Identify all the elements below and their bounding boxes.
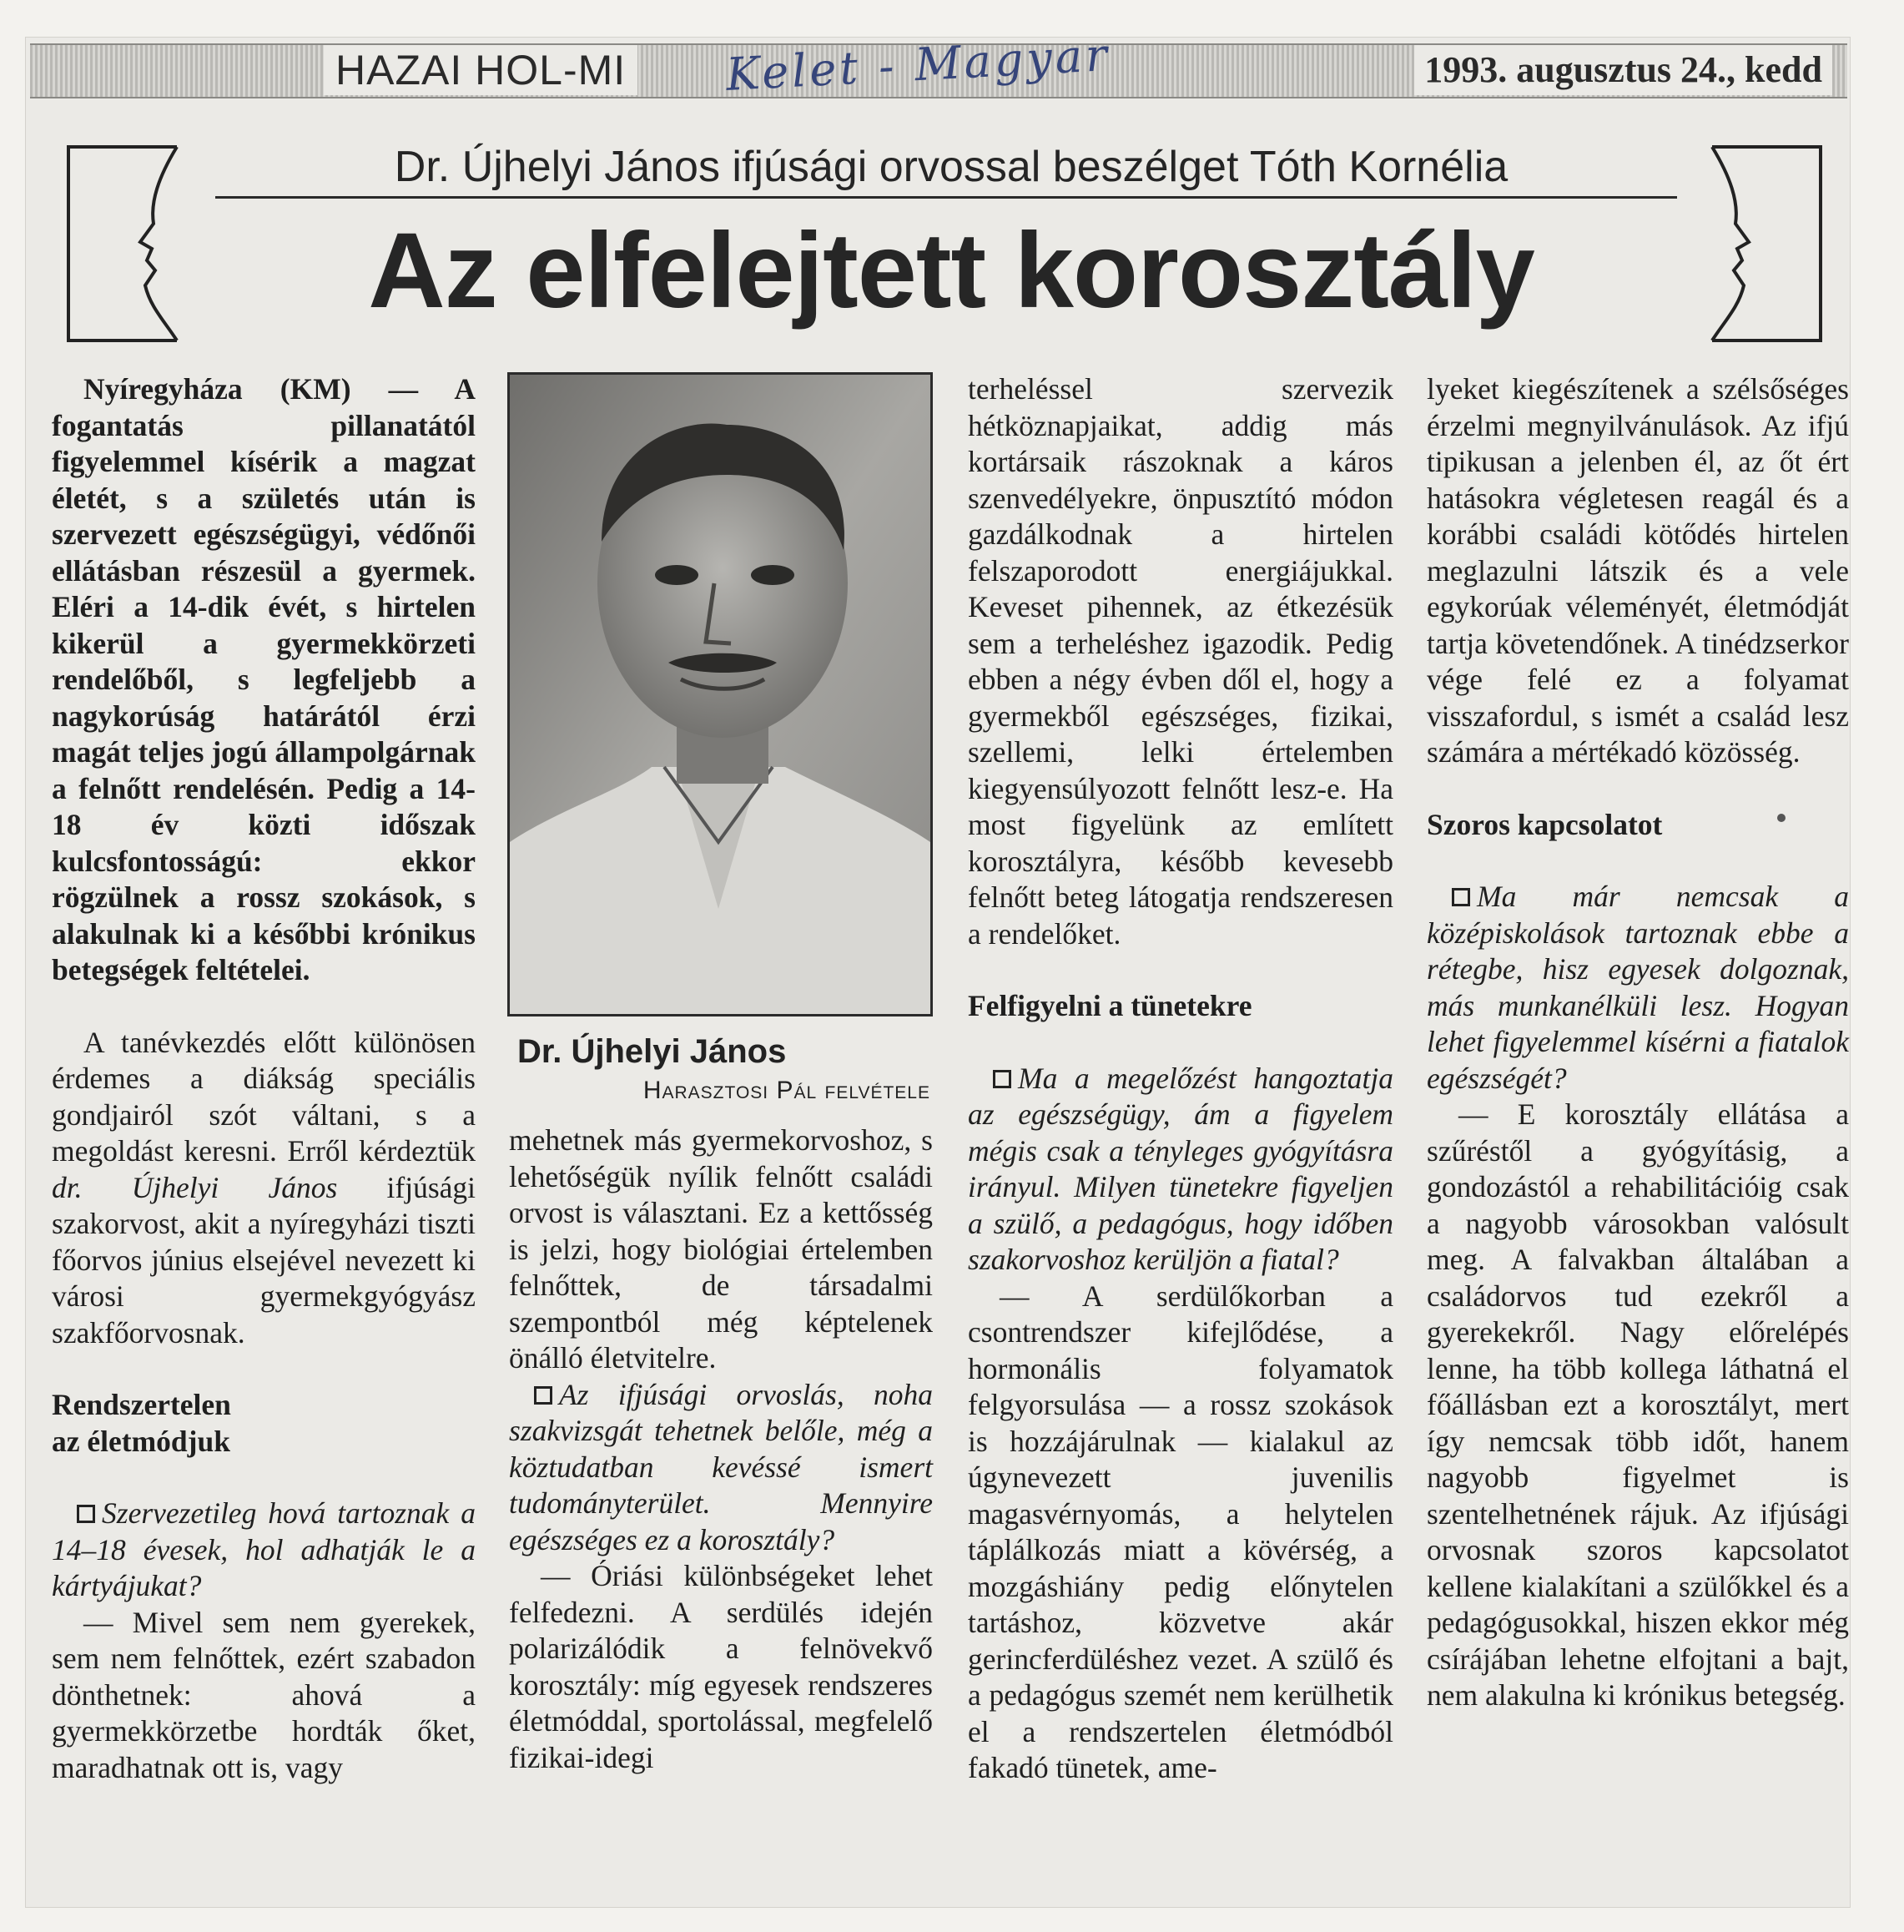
question-text: Szervezetileg hová tartoznak a 14–18 évesek, hol adhatják le a kártyájukat? (52, 1496, 476, 1602)
col4-answer: — E korosztály ellátása a szűréstől a gyógyításig, a gondozástól a rehabilitációig csak a nagyobb városokban valósult meg. A falvakban általában a családorvos tud ezekről a gyerekekről. Nagy előrelépés lenne, ha több kollega láthatná el főállásban ezt a korosztályt, mert így nemcsak több időt, hanem nagyobb figyelmet is szentelhetnének rájuk. Az ifjúsági orvosnak szoros kapcsolatot kellene kialakítani a szülőkkel és a pedagógusokkal, hiszen ekkor még csírájában lehetne elfojtani a bajt, nem alakulna ki krónikus betegség. (1427, 1097, 1849, 1712)
column-1 (52, 371, 476, 1786)
col4-question (1427, 879, 1849, 1097)
ink-speck (1777, 814, 1786, 822)
question-box-icon (534, 1386, 552, 1405)
portrait-photo (507, 372, 933, 1016)
col2-question (509, 1377, 933, 1559)
column-2 (509, 1122, 933, 1776)
subhead-line-1: Rendszertelen (52, 1388, 231, 1421)
question-box-icon (993, 1070, 1011, 1088)
photo-caption-name: Dr. Újhelyi János (517, 1033, 787, 1070)
column-4 (1427, 371, 1849, 1714)
issue-date: 1993. augusztus 24., kedd (1414, 45, 1832, 95)
article-subtitle: Dr. Újhelyi János ifjúsági orvossal beszélget Tóth Kornélia (394, 143, 1509, 191)
col3-answer: — A serdülőkorban a csontrendszer kifejlődése, a hormonális folyamatok felgyorsulása — a rossz szokások is hozzájárulnak — kialakul az úgynevezett juvenilis magasvérnyomás, a helytelen táplálkozás miatt a kövérség, a mozgáshiány pedig előnytelen tartáshoz, közvetve akár gerincferdüléshez vezet. A szülő és a pedagógus szemét nem kerülhetik el a rendszertelen életmódból fakadó tünetek, ame- (968, 1279, 1393, 1784)
question-paragraph (52, 1496, 476, 1605)
subtitle-rule (215, 196, 1677, 199)
col3-paragraph-1: terheléssel szervezik hétköznapjaikat, addig más kortársaik rászoknak a káros szenvedélyekre, önpusztító módon gazdálkodnak a hirtelen felszaporodott energiájukkal. Keveset pihennek, az étkezésük sem a terheléshez igazodik. Pedig ebben a négy évben dől el, hogy a gyermekből egészséges, fizikai, szellemi, lelki értelemben kiegyensúlyozott felnőtt lesz-e. Ha most figyelünk az említett korosztályra, később kevesebb felnőtt beteg látogatja rendszeresen a rendelőket. (968, 372, 1393, 951)
col3-question (968, 1061, 1393, 1279)
lead-paragraph: Nyíregyháza (KM) — A fogantatás pillanatától figyelemmel kísérik a magzat életét, s a születés után is szervezett egészségügyi, védőnői ellátásban részesül a gyermek. Eléri a 14-dik évét, s hirtelen kikerül a gyermekkörzeti rendelőből, s legfeljebb a nagykorúság határától érzi magát teljes jogú állampolgárnak a felnőtt rendelésén. Pedig a 14-18 év közti időszak kulcsfontosságú: ekkor rögzülnek a rossz szokások, s alakulnak ki a későbbi krónikus betegségek feltételei. (52, 372, 476, 986)
interviewee-name: dr. Újhelyi János (52, 1170, 338, 1204)
subhead-line-2: az életmódjuk (52, 1424, 230, 1458)
column-3 (968, 371, 1393, 1787)
answer-paragraph: — Mivel sem nem gyerekek, sem nem felnőttek, ezért szabadon dönthetnek: ahová a gyermekkörzetbe hordták őket, maradhatnak ott is, vagy (52, 1605, 476, 1784)
face-profile-left-icon (60, 144, 185, 344)
col4-subhead: Szoros kapcsolatot (1427, 807, 1663, 841)
intro-text-a: A tanévkezdés előtt különösen érdemes a diákság speciális gondjairól szót váltani, s a megoldást keresni. Erről kérdeztük (52, 1025, 476, 1168)
intro-paragraph (52, 1025, 476, 1352)
intro-text-b: ifjúsági szakorvost, akit a nyíregyházi tiszti főorvos június elsejével nevezett ki városi gyermekgyógyász szakfőorvosnak. (52, 1170, 476, 1349)
question-box-icon (77, 1505, 95, 1523)
col2-answer: — Óriási különbségeket lehet felfedezni. A serdülés idején polarizálódik a felnövekvő korosztály: míg egyesek rendszeres életmóddal, sportolással, megfelelő fizikai-idegi (509, 1559, 933, 1774)
handwritten-note: Kelet - Magyar (724, 28, 1112, 102)
article-headline: Az elfelejtett korosztály (368, 211, 1534, 330)
col4-paragraph-1: lyeket kiegészítenek a szélsőséges érzelmi megnyilvánulások. Az ifjú tipikusan a jelenben él, az őt ért hatásokra végletesen reagál és a korábbi családi kötődés hirtelen meglazulni látszik és a vele egykorúak véleményét, életmódját tartja követendőnek. A tinédzserkor vége felé ez a folyamat visszafordul, s ismét a család lesz számára a mértékadó közösség. (1427, 372, 1849, 769)
question-box-icon (1452, 888, 1470, 906)
section-rubric: HAZAI HOL-MI (324, 45, 637, 95)
col4-question-text: Ma már nemcsak a középiskolások tartoznak ebbe a rétegbe, hisz egyesek dolgoznak, más munkanélküli lesz. Hogyan lehet figyelemmel kísérni a fiatalok egészségét? (1427, 880, 1849, 1095)
col2-paragraph-1: mehetnek más gyermekorvoshoz, s lehetőségük nyílik felnőtt családi orvost is választani. Ez a kettősség is jelzi, hogy biológiai értelemben felnőttek, de társadalmi szempontból még képtelenek önálló életvitelre. (509, 1123, 933, 1375)
photo-caption-credit: Harasztosi Pál felvétele (642, 1077, 930, 1104)
face-profile-right-icon (1704, 144, 1829, 344)
col3-question-text: Ma a megelőzést hangoztatja az egészségügy, ám a figyelem mégis csak a tényleges gyógyításra irányul. Milyen tünetekre figyeljen a szülő, a pedagógus, hogy időben szakorvoshoz kerüljön a fiatal? (968, 1061, 1393, 1276)
col3-subhead: Felfigyelni a tünetekre (968, 989, 1252, 1022)
col2-question-text: Az ifjúsági orvoslás, noha szakvizsgát tehetnek belőle, még a köztudatban kevéssé ismert tudományterület. Mennyire egészséges ez a korosztály? (509, 1377, 933, 1556)
